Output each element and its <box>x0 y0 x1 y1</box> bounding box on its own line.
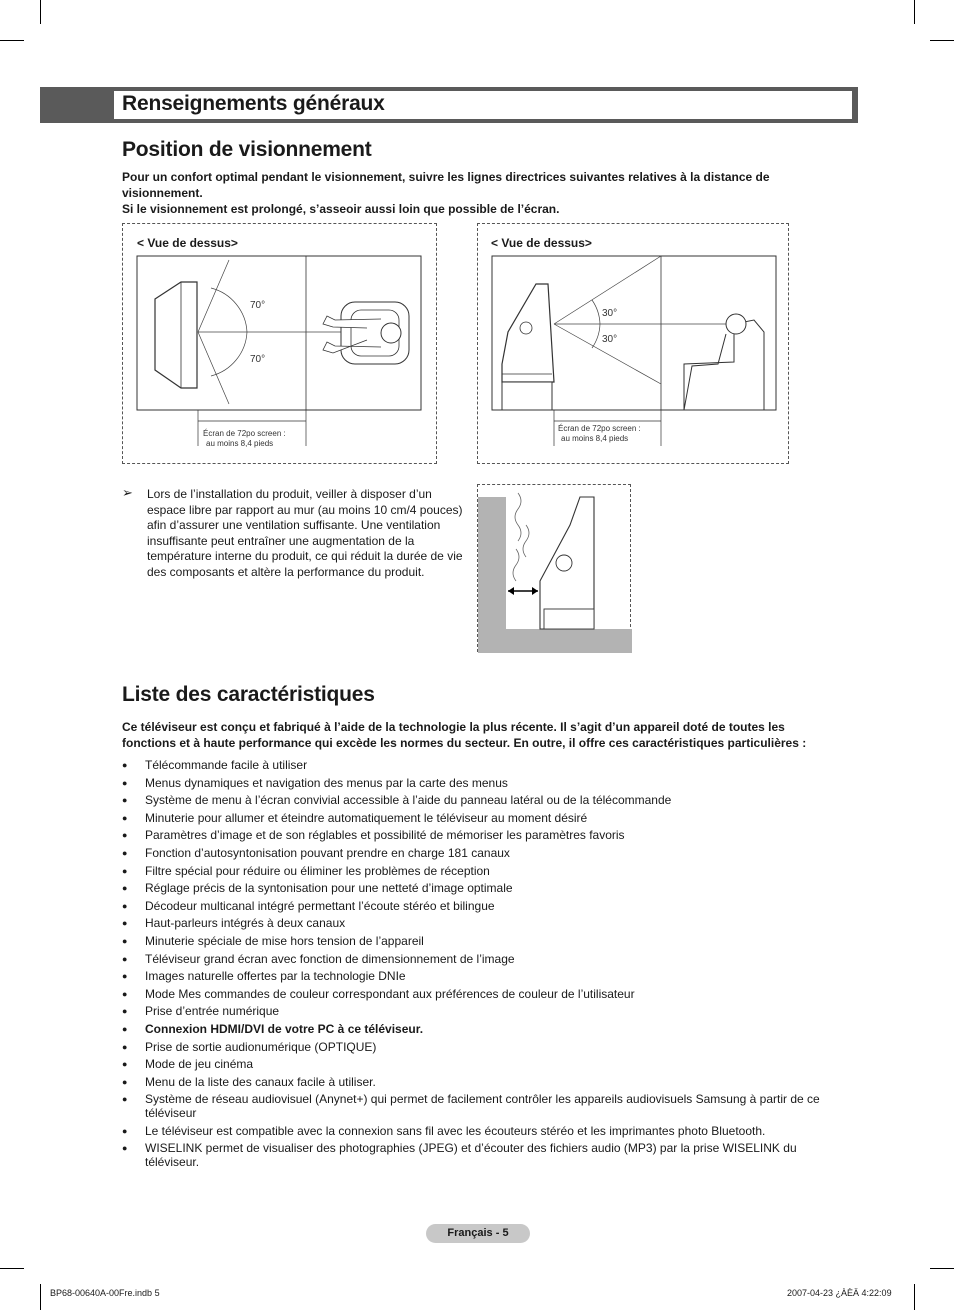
side-view-illustration <box>478 224 790 465</box>
diagram-label: < Vue de dessus> <box>137 236 238 250</box>
crop-mark <box>930 40 954 41</box>
bullet-icon: ● <box>122 795 128 806</box>
crop-mark <box>0 1268 24 1269</box>
footer-file-name: BP68-00640A-00Fre.indb 5 <box>50 1288 160 1298</box>
list-item-text: WISELINK permet de visualiser des photographies (JPEG) et d’écouter des fichiers audio (MP3) par la prise WISELINK du téléviseur. <box>145 1141 797 1170</box>
bullet-icon: ● <box>122 865 128 876</box>
list-item <box>122 1022 837 1036</box>
crop-mark <box>40 0 41 24</box>
crop-mark <box>914 1284 915 1310</box>
note-arrow-icon: ➢ <box>122 485 133 500</box>
list-item-text: Filtre spécial pour réduire ou éliminer les problèmes de réception <box>145 863 490 878</box>
list-item <box>122 1057 837 1071</box>
diagram-label: < Vue de dessus> <box>491 236 592 250</box>
angle-label-upper: 70° <box>250 300 266 311</box>
bullet-icon: ● <box>122 760 128 770</box>
bullet-icon: ● <box>122 918 128 929</box>
bullet-icon: ● <box>122 1076 128 1087</box>
bullet-icon: ● <box>122 777 128 788</box>
list-item <box>122 916 837 930</box>
list-item-text: Système de menu à l’écran convivial accessible à l’aide du panneau latéral ou de la télécommande <box>145 793 672 808</box>
list-item-text: Système de réseau audiovisuel (Anynet+) qui permet de facilement contrôler les appareils audiovisuels Samsung à partir de ce téléviseur <box>145 1092 820 1121</box>
bullet-icon: ● <box>122 935 128 946</box>
bullet-icon: ● <box>122 1125 128 1136</box>
list-item <box>122 828 837 842</box>
list-item-text: Prise d’entrée numérique <box>145 1004 280 1019</box>
list-item-text: Télécommande facile à utiliser <box>145 758 308 772</box>
section-title-features: Liste des caractéristiques <box>122 683 375 706</box>
bullet-icon: ● <box>122 1006 128 1017</box>
list-item-text: Décodeur multicanal intégré permettant l’écoute stéréo et bilingue <box>145 898 495 913</box>
list-item <box>122 793 837 807</box>
list-item-text: Menu de la liste des canaux facile à utiliser. <box>145 1074 376 1089</box>
bullet-icon: ● <box>122 988 128 999</box>
list-item <box>122 846 837 860</box>
list-item <box>122 1075 837 1089</box>
angle-label-lower: 30° <box>602 334 618 345</box>
list-item <box>122 811 837 825</box>
footer-timestamp: 2007-04-23 ¿ÀÈÄ 4:22:09 <box>787 1288 892 1298</box>
bullet-icon: ● <box>122 971 128 982</box>
distance-caption-line2: au moins 8,4 pieds <box>206 439 274 448</box>
page-number-badge: Français - 5 <box>426 1224 530 1243</box>
features-intro: Ce téléviseur est conçu et fabriqué à l’aide de la technologie la plus récente. Il s’agit d’un appareil doté de toutes les fonctions et à haute performance qui excède les normes du secteur. En outre, il offre ces caractéristiques particulières : <box>122 720 807 750</box>
top-view-illustration <box>123 224 438 465</box>
crop-mark <box>914 0 915 24</box>
angle-label-upper: 30° <box>602 308 618 319</box>
bullet-icon: ● <box>122 1041 128 1052</box>
list-item <box>122 899 837 913</box>
list-item-text: Mode Mes commandes de couleur correspondant aux préférences de couleur de l’utilisateur <box>145 986 635 1001</box>
list-item-text: Téléviseur grand écran avec fonction de dimensionnement de l’image <box>145 951 515 966</box>
viewing-intro-line2: Si le visionnement est prolongé, s’asseoir aussi loin que possible de l’écran. <box>122 202 560 216</box>
section-title-viewing: Position de visionnement <box>122 138 372 161</box>
list-item-text: Images naturelle offertes par la technologie DNIe <box>145 969 406 984</box>
distance-caption-line1: Écran de 72po screen : <box>558 424 641 433</box>
list-item <box>122 969 837 983</box>
viewing-intro <box>122 169 822 217</box>
crop-mark <box>0 40 24 41</box>
diagram-wall-clearance <box>477 484 631 652</box>
list-item-text: Menus dynamiques et navigation des menus par la carte des menus <box>145 775 508 790</box>
list-item <box>122 1040 837 1054</box>
feature-list <box>122 758 837 1173</box>
angle-label-lower: 70° <box>250 354 266 365</box>
list-item <box>122 934 837 948</box>
distance-caption-line2: au moins 8,4 pieds <box>561 434 629 443</box>
list-item <box>122 952 837 966</box>
bullet-icon: ● <box>122 1023 128 1034</box>
list-item-text: Mode de jeu cinéma <box>145 1057 254 1072</box>
wall-clearance-illustration <box>478 485 632 653</box>
bullet-icon: ● <box>122 900 128 911</box>
bullet-icon: ● <box>122 1143 128 1154</box>
list-item <box>122 758 837 772</box>
list-item <box>122 1141 837 1169</box>
list-item-text: Paramètres d’image et de son réglables et possibilité de mémoriser les paramètres favoris <box>145 828 625 843</box>
list-item-text: Minuterie pour allumer et éteindre automatiquement le téléviseur au moment désiré <box>145 810 588 825</box>
crop-mark <box>930 1268 954 1269</box>
list-item-text: Connexion HDMI/DVI de votre PC à ce téléviseur. <box>145 1021 424 1036</box>
list-item <box>122 1092 837 1120</box>
distance-caption-line1: Écran de 72po screen : <box>203 429 286 438</box>
list-item-text: Minuterie spéciale de mise hors tension de l’appareil <box>145 933 424 948</box>
list-item-text: Réglage précis de la syntonisation pour une netteté d’image optimale <box>145 881 513 896</box>
list-item <box>122 1124 837 1138</box>
viewing-intro-line1: Pour un confort optimal pendant le visionnement, suivre les lignes directrices suivantes relatives à la distance de visionnement. <box>122 170 770 200</box>
list-item <box>122 881 837 895</box>
page-header-title: Renseignements généraux <box>122 92 385 115</box>
ventilation-note: Lors de l’installation du produit, veiller à disposer d’un espace libre par rapport au mur (au moins 10 cm/4 pouces) afin d’assurer une ventilation suffisante. Une ventilation insuffisante peut entraîner une augmentation de la température interne du produit, ce qui réduit la durée de vie des composants et altère la performance du produit. <box>147 487 463 579</box>
list-item-text: Haut-parleurs intégrés à deux canaux <box>145 916 346 931</box>
list-item <box>122 776 837 790</box>
crop-mark <box>40 1284 41 1310</box>
list-item <box>122 987 837 1001</box>
list-item-text: Prise de sortie audionumérique (OPTIQUE) <box>145 1039 377 1054</box>
list-item <box>122 864 837 878</box>
list-item <box>122 1004 837 1018</box>
bullet-icon: ● <box>122 1094 128 1105</box>
bullet-icon: ● <box>122 1059 128 1070</box>
diagram-top-view <box>122 223 437 464</box>
bullet-icon: ● <box>122 812 128 823</box>
bullet-icon: ● <box>122 830 128 841</box>
bullet-icon: ● <box>122 953 128 964</box>
list-item-text: Fonction d’autosyntonisation pouvant prendre en charge 181 canaux <box>145 845 510 860</box>
list-item-text: Le téléviseur est compatible avec la connexion sans fil avec les écouteurs stéréo et les imprimantes photo Bluetooth. <box>145 1123 766 1138</box>
bullet-icon: ● <box>122 847 128 858</box>
bullet-icon: ● <box>122 883 128 894</box>
diagram-side-view <box>477 223 789 464</box>
